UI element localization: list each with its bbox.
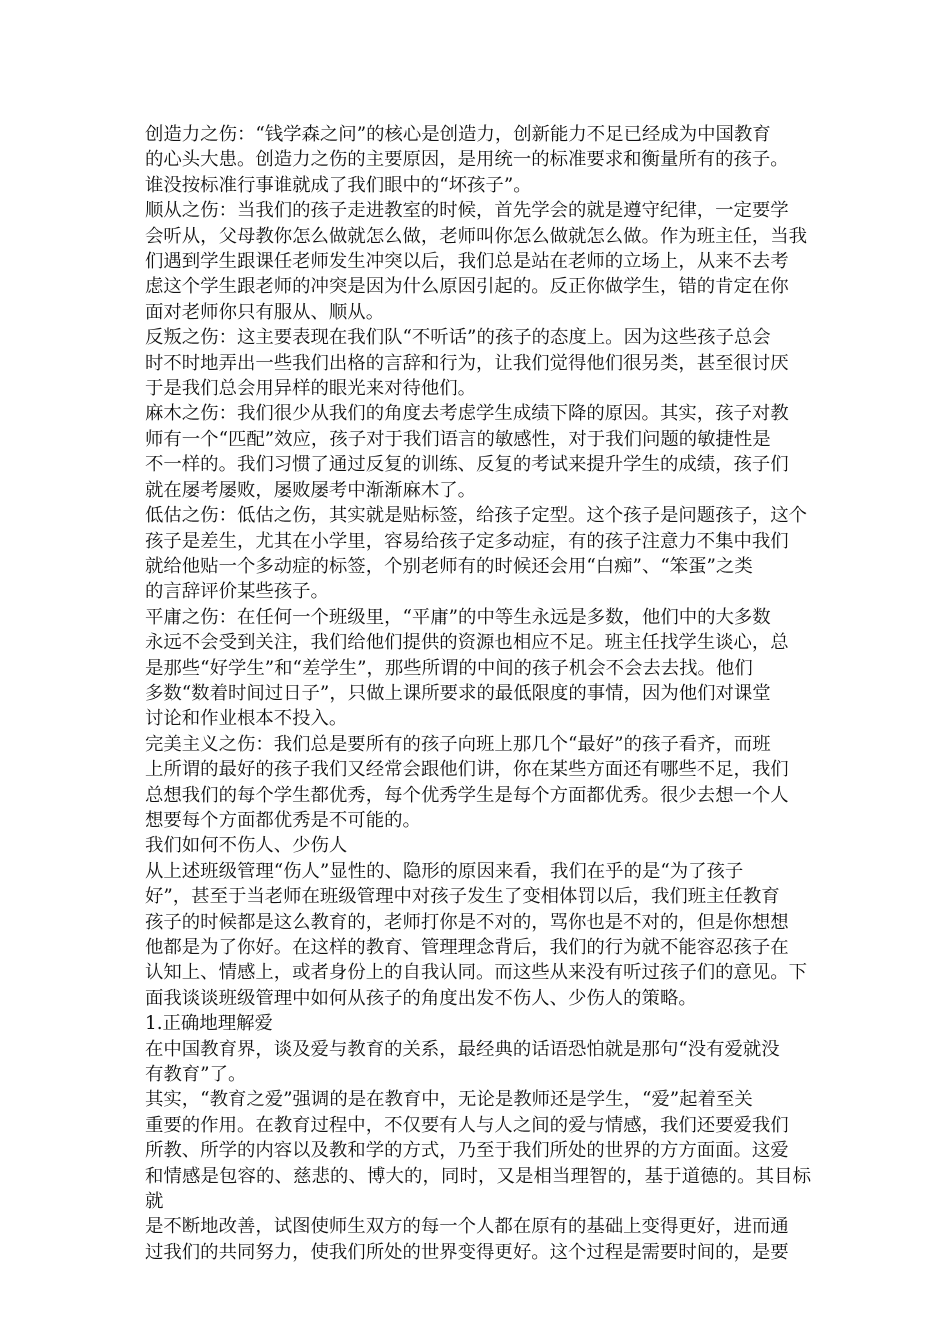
paragraph-obedience-harm: 顺从之伤：当我们的孩子走进教室的时候，首先学会的就是遵守纪律，一定要学 会听从，父母教你怎么做就怎么做，老师叫你怎么做就怎么做。作为班主任，当我 们遇到学生跟课任老师发生冲突以后，我们总是站在老师的立场上，从来不去考 虑这个学生跟老师的冲突是因为什么原因引起的。反正你做学生，错的肯定在你 面对老师你只有服从、顺从。	[145, 200, 808, 323]
paragraph-strategy-intro: 从上述班级管理“伤人”显性的、隐形的原因来看，我们在乎的是“为了孩子 好”，甚至于当老师在班级管理中对孩子发生了变相体罚以后，我们班主任教育 孩子的时候都是这么教育的，老师打你是不对的，骂你也是不对的，但是你想想 他都是为了你好。在这样的教育、管理理念背后，我们的行为就不能容忍孩子在 认知上、情感上，或者身份上的自我认同。而这些从来没有听过孩子们的意见。下 面我谈谈班级管理中如何从孩子的角度出发不伤人、少伤人的策略。	[145, 860, 808, 1009]
paragraph-mediocrity-harm: 平庸之伤：在任何一个班级里，“平庸”的中等生永远是多数，他们中的大多数 永远不会受到关注，我们给他们提供的资源也相应不足。班主任找学生谈心，总 是那些“好学生”和“差学生”，那些所谓的中间的孩子机会不会去去找。他们 多数“数着时间过日子”，只做上课所要求的最低限度的事情，因为他们对课堂 讨论和作业根本不投入。	[145, 606, 789, 730]
paragraph-creativity-harm: 创造力之伤：“钱学森之问”的核心是创造力，创新能力不足已经成为中国教育 的心头大患。创造力之伤的主要原因，是用统一的标准要求和衡量所有的孩子。 谁没按标准行事谁就成了我们眼中的“坏孩子”。	[145, 124, 789, 196]
paragraph-numbness-harm: 麻木之伤：我们很少从我们的角度去考虑学生成绩下降的原因。其实，孩子对教 师有一个“匹配”效应，孩子对于我们语言的敏感性，对于我们问题的敏捷性是 不一样的。我们习惯了通过反复的训练、反复的考试来提升学生的成绩，孩子们 就在屡考屡败，屡败屡考中渐渐麻木了。	[145, 403, 789, 501]
subheading-understand-love: 1.正确地理解爱	[145, 1013, 273, 1035]
paragraph-rebellion-harm: 反叛之伤：这主要表现在我们队“不听话”的孩子的态度上。因为这些孩子总会 时不时地弄出一些我们出格的言辞和行为，让我们觉得他们很另类，甚至很讨厌 于是我们总会用异样的眼光来对待他们。	[145, 327, 789, 400]
section-heading-how-not-to-harm: 我们如何不伤人、少伤人	[145, 835, 348, 857]
paragraph-underestimation-harm: 低估之伤：低估之伤，其实就是贴标签，给孩子定型。这个孩子是问题孩子，这个 孩子是差生，尤其在小学里，容易给孩子定多动症，有的孩子注意力不集中我们 就给他贴一个多动症的标签，个别老师有的时候还会用“白痴”、“笨蛋”之类 的言辞评价某些孩子。	[145, 505, 808, 603]
document-body	[145, 122, 811, 1265]
paragraph-perfectionism-harm: 完美主义之伤：我们总是要所有的孩子向班上那几个“最好”的孩子看齐，而班 上所谓的最好的孩子我们又经常会跟他们讲，你在某些方面还有哪些不足，我们 总想我们的每个学生都优秀，每个优秀学生是每个方面都优秀。很少去想一个人 想要每个方面都优秀是不可能的。	[145, 733, 789, 831]
paragraph-love-of-education: 其实，“教育之爱”强调的是在教育中，无论是教师还是学生，“爱”起着至关 重要的作用。在教育过程中，不仅要有人与人之间的爱与情感，我们还要爱我们 所教、所学的内容以及教和学的方式，乃至于我们所处的世界的方方面面。这爱 和情感是包容的、慈悲的、博大的，同时，又是相当理智的，基于道德的。其目标就 是不断地改善，试图使师生双方的每一个人都在原有的基础上变得更好，进而通 过我们的共同努力，使我们所处的世界变得更好。这个过程是需要时间的，是要	[145, 1089, 811, 1263]
paragraph-love-and-education: 在中国教育界，谈及爱与教育的关系，最经典的话语恐怕就是那句“没有爱就没 有教育”了。	[145, 1038, 780, 1086]
